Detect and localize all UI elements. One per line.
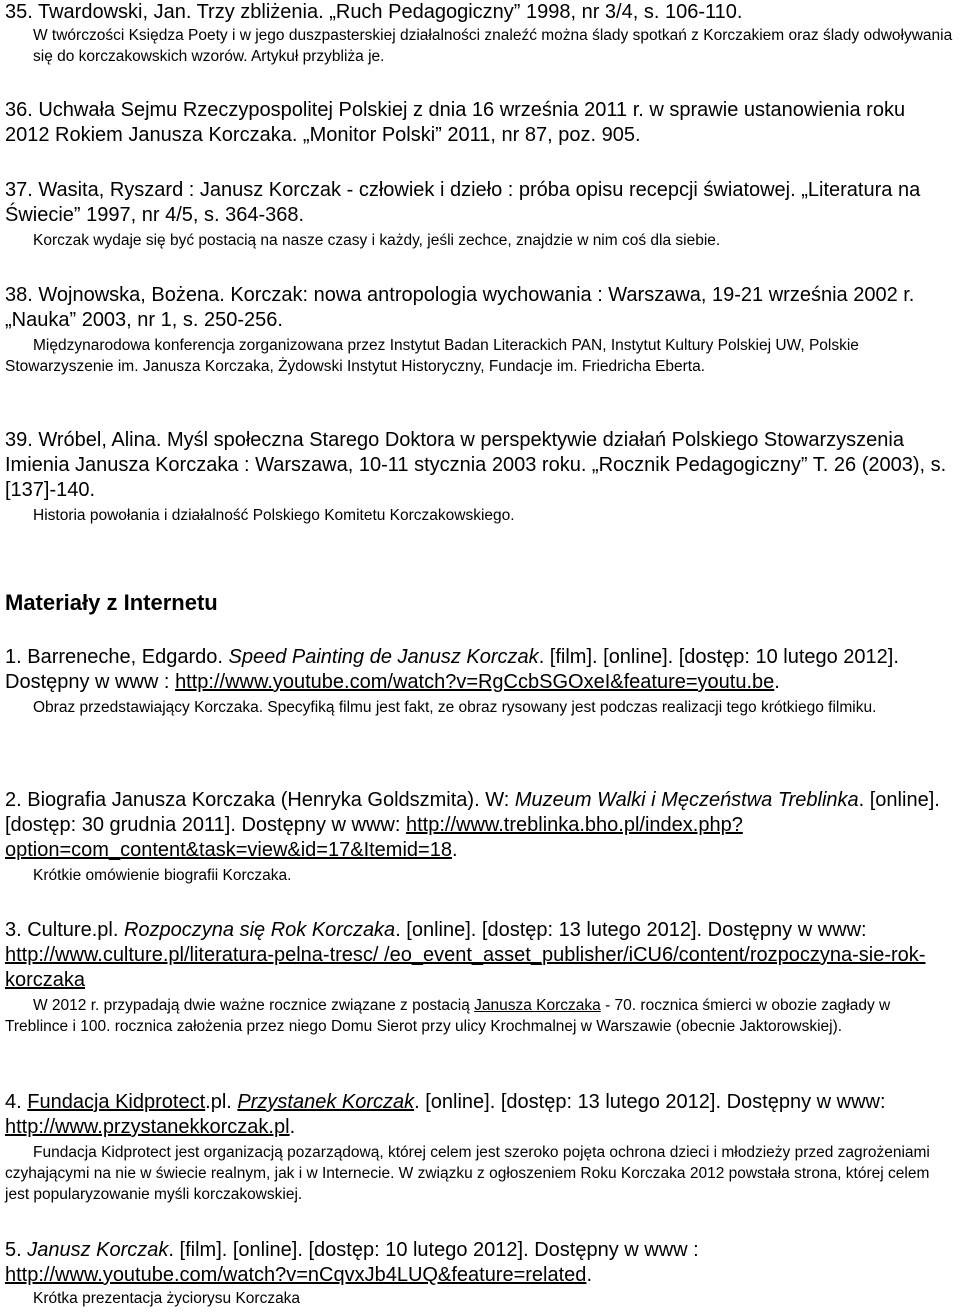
citation-text: . [online]. [dostęp: 13 lutego 2012]. Dostępny w www: — [414, 1091, 886, 1113]
internet-entry-4 — [5, 1090, 953, 1205]
bibliography-entry-37 — [5, 178, 953, 251]
citation-text: . — [289, 1116, 296, 1138]
citation-text: . [online]. [dostęp: 13 lutego 2012]. Dostępny w www: — [395, 919, 867, 941]
citation-title: Muzeum Walki i Męczeństwa Treblinka — [514, 789, 859, 811]
citation-title: Speed Painting de Janusz Korczak — [228, 646, 539, 668]
url-link[interactable]: http://www.culture.pl/literatura-pelna-tresc/ /eo_event_asset_publisher/iCU6/content/rozpoczyna-sie-rok-korczaka — [5, 944, 926, 991]
entry-annotation: Krótkie omówienie biografii Korczaka. — [33, 867, 292, 884]
citation-text: 3. Culture.pl. — [5, 919, 124, 941]
bibliography-entry-39 — [5, 428, 953, 526]
bibliography-entry-35 — [5, 0, 953, 67]
entry-annotation: Historia powołania i działalność Polskiego Komitetu Korczakowskiego. — [33, 507, 515, 524]
internet-entry-5 — [5, 1238, 953, 1309]
internet-entry-1 — [5, 645, 953, 718]
citation-title: Rozpoczyna się Rok Korczaka — [123, 919, 396, 941]
url-link[interactable]: http://www.youtube.com/watch?v=nCqvxJb4LUQ&feature=related — [5, 1264, 587, 1286]
citation-text: . — [451, 839, 458, 861]
citation-text: 4. — [5, 1091, 28, 1113]
person-link[interactable]: Janusza Korczaka — [474, 997, 601, 1014]
entry-citation: 37. Wasita, Ryszard : Janusz Korczak - człowiek i dzieło : próba opisu recepcji światowej. „Literatura na Świecie” 1997, nr 4/5, s. 364-368. — [5, 179, 921, 226]
citation-text: . [film]. [online]. [dostęp: 10 lutego 2012]. Dostępny w www : — [5, 646, 899, 693]
title-link[interactable]: Przystanek Korczak — [237, 1091, 415, 1113]
url-link[interactable]: http://www.treblinka.bho.pl/index.php?option=com_content&task=view&id=17&Itemid=18 — [5, 814, 743, 861]
section-heading: Materiały z Internetu — [5, 590, 218, 615]
bibliography-entry-38 — [5, 283, 953, 377]
url-link[interactable]: http://www.przystanekkorczak.pl — [5, 1116, 290, 1138]
entry-citation: 35. Twardowski, Jan. Trzy zbliżenia. „Ruch Pedagogiczny” 1998, nr 3/4, s. 106-110. — [5, 1, 743, 23]
citation-text: . [online]. [dostęp: 30 grudnia 2011]. Dostępny w www: — [5, 789, 940, 836]
citation-text: . — [586, 1264, 592, 1286]
citation-title: Janusz Korczak — [27, 1239, 169, 1261]
entry-annotation: Krótka prezentacja życiorysu Korczaka — [33, 1290, 301, 1307]
url-link[interactable]: http://www.youtube.com/watch?v=RgCcbSGOxeI&feature=youtu.be — [175, 671, 775, 693]
entry-citation — [5, 918, 953, 993]
citation-text: . — [774, 671, 780, 693]
entry-citation: 39. Wróbel, Alina. Myśl społeczna Starego Doktora w perspektywie działań Polskiego Stowarzyszenia Imienia Janusza Korczaka : Warszawa, 10-11 stycznia 2003 roku. „Rocznik Pedagogiczny” T. 26 (2003), s. [137]-140. — [5, 429, 947, 501]
organization-link[interactable]: Fundacja Kidprotect — [27, 1091, 206, 1113]
citation-text: . [film]. [online]. [dostęp: 10 lutego 2012]. Dostępny w www : — [168, 1239, 699, 1261]
internet-entry-2 — [5, 788, 953, 886]
entry-annotation: Korczak wydaje się być postacią na nasze czasy i każdy, jeśli zechce, znajdzie w nim coś dla siebie. — [33, 232, 721, 249]
entry-citation: 36. Uchwała Sejmu Rzeczypospolitej Polskiej z dnia 16 września 2011 r. w sprawie ustanowienia roku 2012 Rokiem Janusza Korczaka. „Monitor Polski” 2011, nr 87, poz. 905. — [5, 99, 906, 146]
entry-citation — [5, 788, 953, 863]
entry-annotation: Fundacja Kidprotect jest organizacją pozarządową, której celem jest szeroko pojęta ochrona dzieci i młodzieży przed zagrożeniami czyhającymi na nie w świecie realnym, jak i w Internecie. W związku z ogłoszeniem Roku Korczaka 2012 powstała strona, której celem jest popularyzowanie myśli korczakowskiej. — [5, 1144, 930, 1203]
citation-text: 5. — [5, 1239, 28, 1261]
bibliography-entry-36 — [5, 98, 953, 148]
citation-text: 1. Barreneche, Edgardo. — [5, 646, 229, 668]
entry-citation — [5, 1238, 953, 1288]
annotation-text: - 70. rocznica śmierci w obozie zagłady w Treblince i 100. rocznica założenia przez niego Domu Sierot przy ulicy Krochmalnej w Warszawie (obecnie Jaktorowskiej). — [5, 997, 891, 1035]
citation-text: 2. Biografia Janusza Korczaka (Henryka Goldszmita). W: — [5, 789, 515, 811]
entry-citation — [5, 1090, 953, 1140]
entry-annotation: Międzynarodowa konferencja zorganizowana przez Instytut Badan Literackich PAN, Instytut Kultury Polskiej UW, Polskie Stowarzyszenie im. Janusza Korczaka, Żydowski Instytut Historyczny, Fundacje im. Friedricha Eberta. — [5, 337, 859, 375]
entry-citation — [5, 645, 953, 695]
entry-citation: 38. Wojnowska, Bożena. Korczak: nowa antropologia wychowania : Warszawa, 19-21 września 2002 r. „Nauka” 2003, nr 1, s. 250-256. — [5, 284, 915, 331]
internet-entry-3 — [5, 918, 953, 1037]
citation-text: .pl. — [205, 1091, 238, 1113]
entry-annotation — [5, 995, 953, 1037]
entry-annotation: W twórczości Księdza Poety i w jego duszpasterskiej działalności znaleźć można ślady spotkań z Korczakiem oraz ślady odwoływania się do korczakowskich wzorów. Artykuł przybliża je. — [33, 27, 953, 65]
entry-annotation: Obraz przedstawiający Korczaka. Specyfiką filmu jest fakt, ze obraz rysowany jest podczas realizacji tego krótkiego filmiku. — [33, 699, 877, 716]
annotation-text: W 2012 r. przypadają dwie ważne rocznice związane z postacią — [33, 997, 475, 1014]
